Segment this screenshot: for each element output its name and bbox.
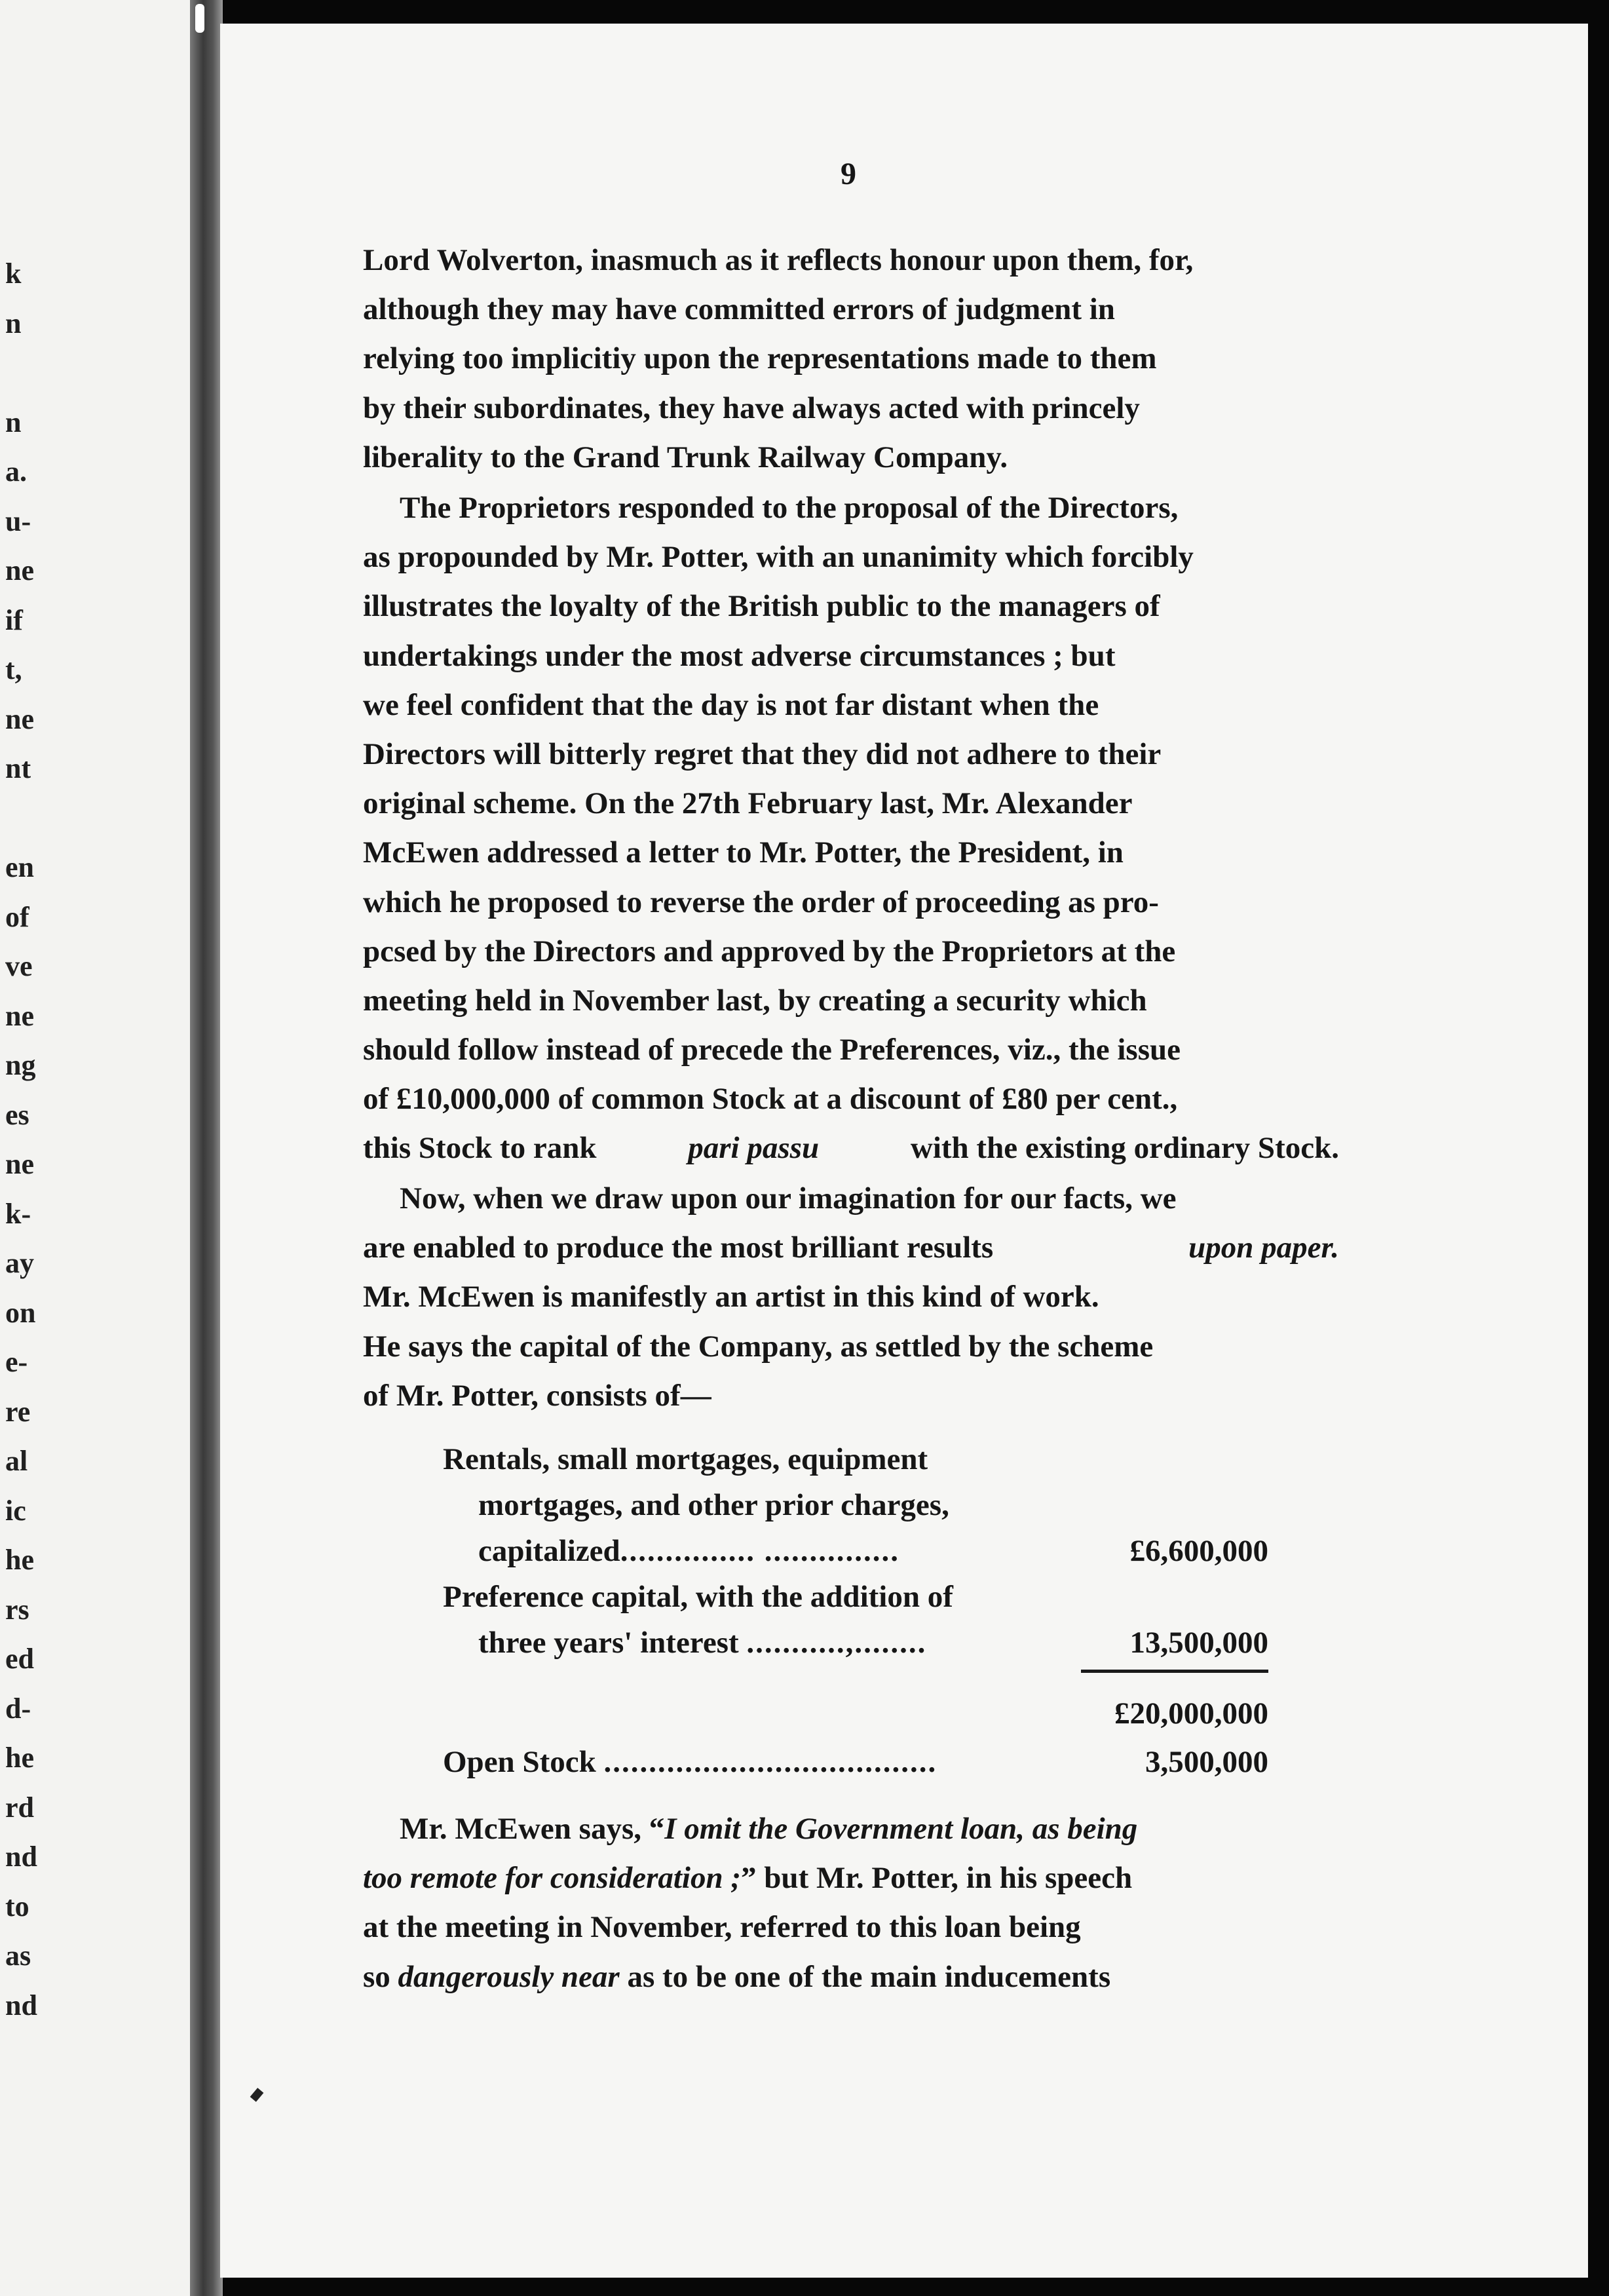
text-line	[363, 1124, 1339, 1173]
facing-page-fragment: a.	[5, 455, 27, 488]
table-row	[443, 1436, 1268, 1482]
table-cell-description	[443, 1528, 1078, 1574]
text-run: as to be one of the main inducements	[619, 1959, 1111, 1994]
italic-phrase: too remote for consideration ;	[363, 1861, 742, 1896]
text-run: ” but Mr. Potter, in his speech	[741, 1861, 1133, 1896]
facing-page-fragment: k-	[5, 1197, 31, 1230]
facing-page-fragment: n	[5, 307, 22, 339]
text-run: with the existing ordinary Stock.	[910, 1131, 1339, 1166]
table-row	[443, 1574, 1268, 1620]
italic-phrase: dangerously near	[398, 1959, 620, 1994]
text-run: are enabled to produce the most brilliant results	[363, 1231, 994, 1265]
facing-page-fragment: t,	[5, 653, 22, 685]
dot-leader: .....................................	[603, 1745, 937, 1779]
text-line: The Proprietors responded to the proposal of the Directors,	[400, 491, 1179, 525]
facing-page-fragment	[5, 794, 64, 843]
table-row	[443, 1482, 1268, 1528]
text-run: Mr. McEwen says, “	[400, 1812, 665, 1846]
table-cell-description	[443, 1620, 1078, 1666]
text-line: original scheme. On the 27th February last, Mr. Alexander	[363, 786, 1133, 821]
text-line: by their subordinates, they have always acted with princely	[363, 391, 1140, 425]
facing-page-text-fragments	[5, 249, 64, 2030]
facing-page-fragment: ne	[5, 702, 34, 735]
facing-page-fragment: on	[5, 1296, 36, 1329]
text-line: Directors will bitterly regret that they did not adhere to their	[363, 737, 1162, 771]
table-row	[443, 1739, 1268, 1785]
text-line: pcsed by the Directors and approved by the Proprietors at the	[363, 934, 1176, 968]
facing-page-fragment: en	[5, 851, 34, 883]
facing-page-fragment: ng	[5, 1049, 36, 1081]
facing-page-fragment: to	[5, 1890, 29, 1923]
facing-page-fragment: rd	[5, 1791, 34, 1824]
text-line: at the meeting in November, referred to this loan being	[363, 1910, 1081, 1945]
table-cell-amount: £6,600,000	[1129, 1534, 1268, 1568]
facing-page-fragment: ed	[5, 1643, 34, 1675]
table-label: three years' interest	[478, 1626, 739, 1660]
facing-page-fragment: if	[5, 603, 23, 636]
paragraph-1	[363, 236, 1339, 482]
facing-page-fragment	[5, 348, 64, 398]
paragraph-2	[363, 484, 1339, 1174]
table-label: Open Stock	[443, 1745, 596, 1779]
text-line	[363, 1854, 1339, 1903]
facing-page-fragment: he	[5, 1742, 34, 1774]
text-line: Now, when we draw upon our imagination for our facts, we	[400, 1181, 1177, 1215]
table-row-subtotal	[443, 1691, 1268, 1736]
subtotal-rule	[1081, 1670, 1268, 1673]
text-line: Lord Wolverton, inasmuch as it reflects honour upon them, for,	[363, 243, 1194, 277]
text-line: should follow instead of precede the Preferences, viz., the issue	[363, 1033, 1181, 1067]
text-run	[363, 1854, 1132, 1903]
italic-phrase: pari passu	[688, 1131, 820, 1166]
text-line: liberality to the Grand Trunk Railway Company.	[363, 440, 1008, 474]
facing-page-fragment: ne	[5, 1148, 34, 1180]
text-line: He says the capital of the Company, as settled by the scheme	[363, 1329, 1154, 1364]
table-cell-description: Rentals, small mortgages, equipment	[443, 1442, 928, 1476]
text-line: undertakings under the most adverse circumstances ; but	[363, 638, 1116, 673]
facing-page-fragment: of	[5, 900, 29, 933]
text-line: we feel confident that the day is not far distant when the	[363, 687, 1099, 722]
text-line: as propounded by Mr. Potter, with an unanimity which forcibly	[363, 540, 1194, 575]
facing-page-fragment: al	[5, 1445, 28, 1477]
facing-page-fragment: es	[5, 1098, 29, 1131]
facing-page-fragment: nt	[5, 752, 31, 784]
facing-page-fragment: k	[5, 258, 22, 290]
facing-page-fragment: ne	[5, 554, 34, 586]
page-number: 9	[841, 157, 856, 191]
facing-page-fragment: u-	[5, 505, 31, 537]
text-line: of Mr. Potter, consists of—	[363, 1378, 711, 1413]
text-line: McEwen addressed a letter to Mr. Potter, the President, in	[363, 835, 1124, 870]
text-line: relying too implicitiy upon the representations made to them	[363, 341, 1157, 376]
facing-page-fragment: rs	[5, 1593, 29, 1626]
text-run: this Stock to rank	[363, 1131, 597, 1166]
facing-page-fragment: ic	[5, 1494, 26, 1527]
text-line: of £10,000,000 of common Stock at a discount of £80 per cent.,	[363, 1082, 1178, 1117]
scan-mark-top	[195, 4, 204, 33]
facing-page-fragment: nd	[5, 1841, 37, 1873]
text-line	[363, 1953, 1339, 2002]
table-row	[443, 1620, 1268, 1666]
table-cell-description: Preference capital, with the addition of	[443, 1580, 953, 1614]
text-line	[363, 1805, 1339, 1854]
table-row	[443, 1528, 1268, 1574]
text-line: which he proposed to reverse the order of proceeding as pro-	[363, 885, 1159, 919]
facing-page-fragment: e-	[5, 1346, 28, 1378]
facing-page-fragment: ay	[5, 1247, 34, 1279]
facing-page-fragment: n	[5, 406, 22, 438]
facing-page-fragment: nd	[5, 1989, 37, 2021]
book-gutter	[190, 0, 223, 2296]
text-line: Mr. McEwen is manifestly an artist in this kind of work.	[363, 1280, 1099, 1314]
text-run	[400, 1805, 1137, 1854]
capital-table	[443, 1436, 1268, 1785]
facing-page-fragment: d-	[5, 1692, 31, 1725]
facing-page-fragment: as	[5, 1940, 31, 1972]
italic-phrase: upon paper.	[1188, 1231, 1339, 1265]
text-line: although they may have committed errors of judgment in	[363, 292, 1115, 327]
facing-page-fragment: ne	[5, 999, 34, 1032]
facing-page-fragment: he	[5, 1544, 34, 1576]
table-cell-amount: 3,500,000	[1145, 1745, 1268, 1779]
text-line: meeting held in November last, by creating a security which	[363, 983, 1147, 1018]
dot-leader: ...........,........	[746, 1626, 927, 1660]
paragraph-4	[363, 1805, 1339, 2002]
italic-phrase: I omit the Government loan, as being	[664, 1812, 1138, 1846]
paragraph-3	[363, 1174, 1339, 1421]
text-line: illustrates the loyalty of the British public to the managers of	[363, 589, 1160, 624]
facing-page-fragment: re	[5, 1395, 31, 1428]
text-line	[363, 1223, 1339, 1272]
dot-leader: ............... ...............	[620, 1534, 899, 1568]
table-cell-amount: 13,500,000	[1129, 1626, 1268, 1660]
facing-page	[0, 0, 197, 2296]
subtotal-amount: £20,000,000	[1114, 1696, 1268, 1731]
table-cell-description: mortgages, and other prior charges,	[478, 1488, 949, 1522]
table-cell-description	[443, 1739, 1078, 1785]
text-run: so	[363, 1959, 398, 1994]
table-label: capitalized	[478, 1534, 620, 1568]
text-run	[363, 1953, 1110, 2002]
facing-page-fragment: ve	[5, 950, 33, 982]
